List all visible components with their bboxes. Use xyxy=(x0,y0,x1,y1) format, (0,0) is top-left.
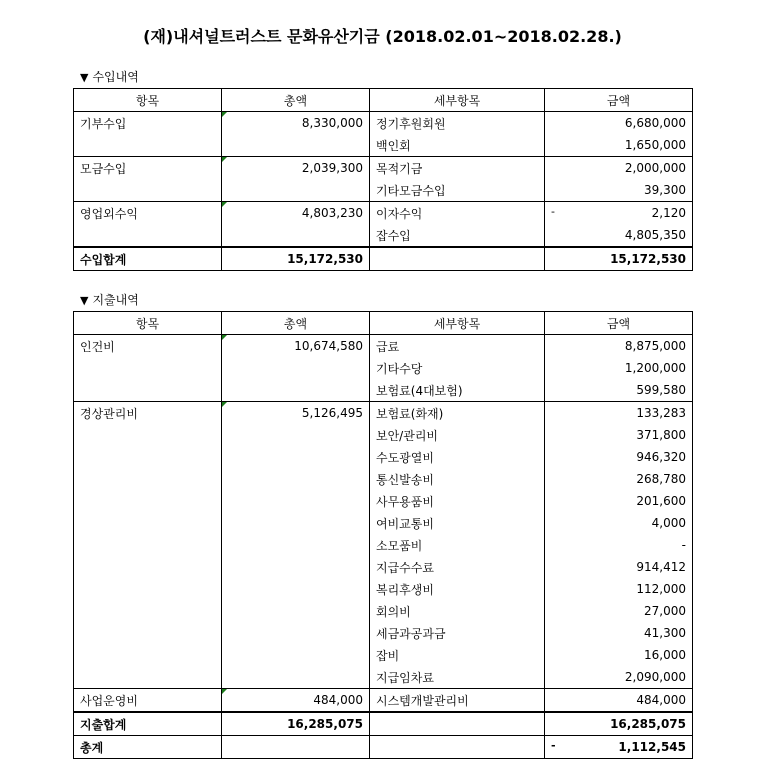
detail-item: 기타모금수입 xyxy=(370,179,545,202)
detail-amount-text: 2,000,000 xyxy=(624,161,686,175)
income-label-text: 수입내역 xyxy=(92,70,139,84)
detail-item: 목적기금 xyxy=(370,157,545,180)
detail-amount-text: 484,000 xyxy=(636,693,686,707)
table-row xyxy=(74,446,693,468)
category-name-empty xyxy=(74,600,222,622)
detail-amount xyxy=(545,556,693,578)
detail-item: 이자수익 xyxy=(370,202,545,225)
detail-amount xyxy=(545,490,693,512)
detail-item: 지급임차료 xyxy=(370,666,545,689)
detail-amount xyxy=(545,379,693,402)
detail-item: 보안/관리비 xyxy=(370,424,545,446)
income-section-label xyxy=(80,68,139,85)
detail-amount-text: 371,800 xyxy=(636,428,686,442)
category-name-empty xyxy=(74,534,222,556)
category-name-empty xyxy=(74,424,222,446)
total-row xyxy=(74,712,693,736)
detail-amount-text: 599,580 xyxy=(636,383,686,397)
category-name: 기부수입 xyxy=(74,112,222,135)
detail-item: 수도광열비 xyxy=(370,446,545,468)
detail-item: 정기후원회원 xyxy=(370,112,545,135)
total-label: 지출합계 xyxy=(74,712,222,736)
grand-total-amount-text: 1,112,545 xyxy=(618,740,686,754)
category-total-text: 10,674,580 xyxy=(294,339,363,353)
category-name-empty xyxy=(74,490,222,512)
category-total-empty xyxy=(222,424,370,446)
category-total xyxy=(222,402,370,425)
category-total-empty xyxy=(222,468,370,490)
expense-table xyxy=(73,311,693,759)
expense-section-label xyxy=(80,291,139,308)
detail-amount-text: 41,300 xyxy=(644,626,686,640)
detail-amount xyxy=(545,689,693,713)
column-header: 항목 xyxy=(74,312,222,335)
column-header: 총액 xyxy=(222,312,370,335)
category-total-text: 5,126,495 xyxy=(301,406,363,420)
detail-amount-text: 1,650,000 xyxy=(624,138,686,152)
detail-amount xyxy=(545,468,693,490)
table-row xyxy=(74,666,693,689)
detail-amount-text: 4,000 xyxy=(651,516,686,530)
total-empty xyxy=(370,712,545,736)
detail-amount xyxy=(545,644,693,666)
detail-item: 급료 xyxy=(370,335,545,358)
category-name-empty xyxy=(74,666,222,689)
green-corner-flag-icon xyxy=(222,689,227,694)
detail-amount xyxy=(545,335,693,358)
detail-amount xyxy=(545,134,693,157)
detail-amount xyxy=(545,578,693,600)
table-row xyxy=(74,689,693,713)
detail-amount xyxy=(545,179,693,202)
detail-item: 잡비 xyxy=(370,644,545,666)
total-value: 15,172,530 xyxy=(222,247,370,271)
detail-amount-text: 133,283 xyxy=(636,406,686,420)
detail-amount xyxy=(545,402,693,425)
detail-amount xyxy=(545,600,693,622)
detail-item: 회의비 xyxy=(370,600,545,622)
detail-amount xyxy=(545,157,693,180)
category-name-empty xyxy=(74,224,222,247)
category-total-empty xyxy=(222,534,370,556)
table-row xyxy=(74,600,693,622)
column-header: 세부항목 xyxy=(370,89,545,112)
category-total xyxy=(222,202,370,225)
category-total xyxy=(222,335,370,358)
table-row xyxy=(74,468,693,490)
category-total-empty xyxy=(222,666,370,689)
table-row xyxy=(74,622,693,644)
category-total-empty xyxy=(222,379,370,402)
column-header: 총액 xyxy=(222,89,370,112)
category-name: 모금수입 xyxy=(74,157,222,180)
detail-item: 지급수수료 xyxy=(370,556,545,578)
detail-amount xyxy=(545,446,693,468)
table-row xyxy=(74,357,693,379)
detail-amount-text: 27,000 xyxy=(644,604,686,618)
total-amount: 16,285,075 xyxy=(545,712,693,736)
category-total-empty xyxy=(222,600,370,622)
table-row xyxy=(74,644,693,666)
column-header: 금액 xyxy=(545,89,693,112)
expense-label-text: 지출내역 xyxy=(92,293,139,307)
category-name-empty xyxy=(74,357,222,379)
total-empty xyxy=(370,247,545,271)
detail-item: 보험료(4대보험) xyxy=(370,379,545,402)
detail-amount xyxy=(545,202,693,225)
detail-amount xyxy=(545,224,693,247)
dash-marker: - xyxy=(551,739,556,752)
table-row xyxy=(74,379,693,402)
detail-amount xyxy=(545,622,693,644)
category-total-empty xyxy=(222,224,370,247)
green-corner-flag-icon xyxy=(222,202,227,207)
total-amount: 15,172,530 xyxy=(545,247,693,271)
grand-total-empty xyxy=(370,736,545,759)
category-name-empty xyxy=(74,446,222,468)
table-row xyxy=(74,512,693,534)
table-row xyxy=(74,179,693,202)
column-header: 세부항목 xyxy=(370,312,545,335)
table-row xyxy=(74,335,693,358)
green-corner-flag-icon xyxy=(222,157,227,162)
detail-amount-text: 914,412 xyxy=(636,560,686,574)
category-total-empty xyxy=(222,134,370,157)
category-total-empty xyxy=(222,446,370,468)
category-total xyxy=(222,112,370,135)
category-name-empty xyxy=(74,379,222,402)
detail-amount-text: 39,300 xyxy=(644,183,686,197)
detail-item: 시스템개발관리비 xyxy=(370,689,545,713)
header-row xyxy=(74,89,693,112)
detail-item: 소모품비 xyxy=(370,534,545,556)
detail-amount-text: 1,200,000 xyxy=(624,361,686,375)
detail-amount xyxy=(545,666,693,689)
category-name-empty xyxy=(74,512,222,534)
income-table xyxy=(73,88,693,271)
detail-amount-text: 8,875,000 xyxy=(624,339,686,353)
detail-item: 보험료(화재) xyxy=(370,402,545,425)
detail-amount-text: 6,680,000 xyxy=(624,116,686,130)
green-corner-flag-icon xyxy=(222,335,227,340)
detail-amount-text: 268,780 xyxy=(636,472,686,486)
detail-item: 잡수입 xyxy=(370,224,545,247)
category-name: 경상관리비 xyxy=(74,402,222,425)
detail-amount-text: 2,090,000 xyxy=(624,670,686,684)
category-name-empty xyxy=(74,578,222,600)
category-name-empty xyxy=(74,556,222,578)
table-row xyxy=(74,402,693,425)
category-total-empty xyxy=(222,622,370,644)
table-row xyxy=(74,556,693,578)
detail-amount-text: 4,805,350 xyxy=(624,228,686,242)
category-name: 영업외수익 xyxy=(74,202,222,225)
table-row xyxy=(74,490,693,512)
category-name-empty xyxy=(74,134,222,157)
category-name-empty xyxy=(74,179,222,202)
table-row xyxy=(74,112,693,135)
grand-total-empty xyxy=(222,736,370,759)
detail-item: 통신발송비 xyxy=(370,468,545,490)
table-row xyxy=(74,578,693,600)
detail-amount xyxy=(545,112,693,135)
category-name-empty xyxy=(74,468,222,490)
detail-amount-text: 946,320 xyxy=(636,450,686,464)
category-name: 인건비 xyxy=(74,335,222,358)
category-total-empty xyxy=(222,512,370,534)
category-total-empty xyxy=(222,179,370,202)
detail-amount-text: 201,600 xyxy=(636,494,686,508)
detail-amount-text: - xyxy=(681,538,686,552)
category-total-text: 4,803,230 xyxy=(301,206,363,220)
detail-item: 여비교통비 xyxy=(370,512,545,534)
total-value: 16,285,075 xyxy=(222,712,370,736)
category-total xyxy=(222,689,370,713)
total-label: 수입합계 xyxy=(74,247,222,271)
down-triangle-icon: ▼ xyxy=(80,71,89,84)
category-total-text: 484,000 xyxy=(313,693,363,707)
detail-amount xyxy=(545,534,693,556)
dash-marker: - xyxy=(551,205,555,218)
detail-amount-text: 112,000 xyxy=(636,582,686,596)
category-name: 사업운영비 xyxy=(74,689,222,713)
category-total-empty xyxy=(222,556,370,578)
down-triangle-icon: ▼ xyxy=(80,294,89,307)
detail-item: 복리후생비 xyxy=(370,578,545,600)
table-row xyxy=(74,202,693,225)
table-row xyxy=(74,157,693,180)
category-name-empty xyxy=(74,644,222,666)
detail-amount xyxy=(545,424,693,446)
category-total-empty xyxy=(222,490,370,512)
category-total-text: 8,330,000 xyxy=(301,116,363,130)
category-total-empty xyxy=(222,357,370,379)
detail-amount xyxy=(545,512,693,534)
green-corner-flag-icon xyxy=(222,402,227,407)
green-corner-flag-icon xyxy=(222,112,227,117)
total-row xyxy=(74,247,693,271)
table-row xyxy=(74,534,693,556)
grand-total-row xyxy=(74,736,693,759)
table-row xyxy=(74,424,693,446)
header-row xyxy=(74,312,693,335)
grand-total-amount xyxy=(545,736,693,759)
detail-item: 사무용품비 xyxy=(370,490,545,512)
page-title: (재)내셔널트러스트 문화유산기금 (2018.02.01~2018.02.28.) xyxy=(143,27,622,46)
category-total-empty xyxy=(222,644,370,666)
column-header: 금액 xyxy=(545,312,693,335)
detail-item: 기타수당 xyxy=(370,357,545,379)
detail-amount-text: 16,000 xyxy=(644,648,686,662)
detail-amount xyxy=(545,357,693,379)
category-total-text: 2,039,300 xyxy=(301,161,363,175)
category-name-empty xyxy=(74,622,222,644)
category-total-empty xyxy=(222,578,370,600)
detail-amount-text: 2,120 xyxy=(651,206,686,220)
table-row xyxy=(74,134,693,157)
detail-item: 세금과공과금 xyxy=(370,622,545,644)
table-row xyxy=(74,224,693,247)
category-total xyxy=(222,157,370,180)
column-header: 항목 xyxy=(74,89,222,112)
grand-total-label: 총계 xyxy=(74,736,222,759)
detail-item: 백인회 xyxy=(370,134,545,157)
